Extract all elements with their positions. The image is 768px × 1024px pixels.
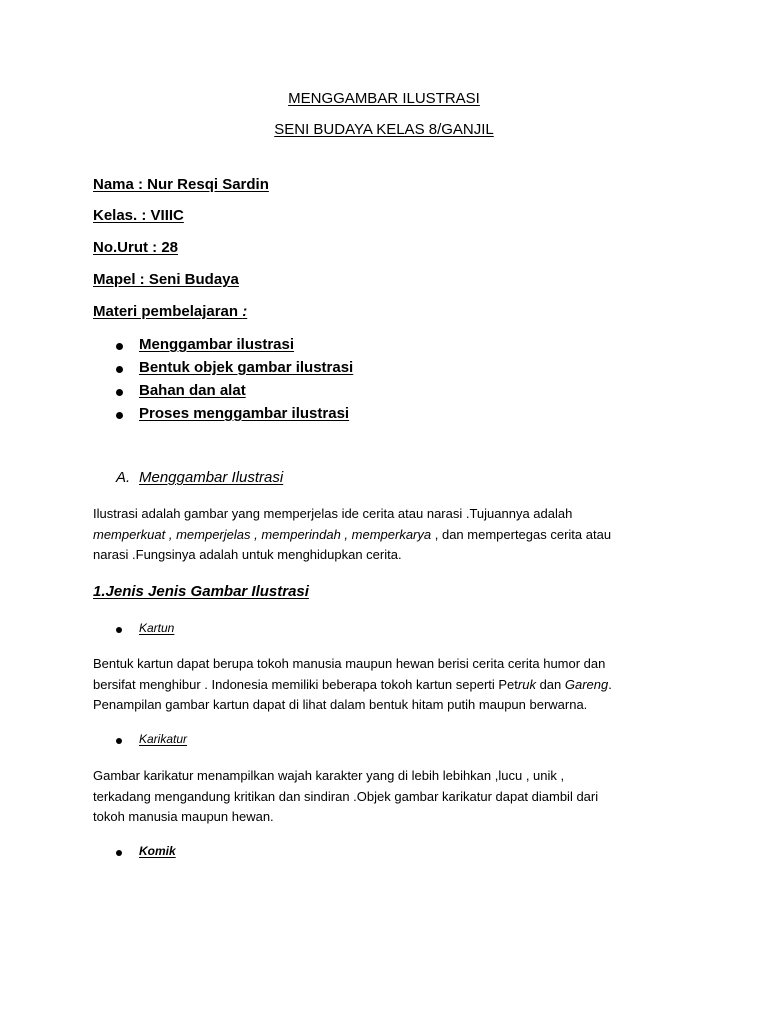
emphasis-text: Gareng (564, 676, 609, 692)
bullet-icon (116, 412, 123, 419)
paragraph-line: Ilustrasi adalah gambar yang memperjelas ide cerita atau narasi .Tujuannya adalah (93, 506, 573, 521)
field-mapel: Mapel : Seni Budaya (93, 271, 239, 288)
paragraph-line: terkadang mengandung kritikan dan sindiran .Objek gambar karikatur dapat diambil dari (93, 788, 599, 804)
bullet-icon (116, 389, 123, 396)
plain-text: . (608, 676, 612, 692)
karikatur-paragraph (93, 766, 673, 828)
field-no-urut: No.Urut : 28 (93, 239, 179, 256)
field-materi (93, 303, 247, 320)
materi-item: Proses menggambar ilustrasi (139, 405, 350, 422)
materi-colon: : (242, 303, 248, 320)
paragraph-line (93, 675, 673, 696)
section-a-title: Menggambar Ilustrasi (139, 469, 284, 486)
paragraph-line: narasi .Fungsinya adalah untuk menghidupkan cerita. (93, 547, 402, 562)
document-title: MENGGAMBAR ILUSTRASI (288, 90, 480, 107)
field-nama: Nama : Nur Resqi Sardin (93, 176, 269, 193)
document-subtitle: SENI BUDAYA KELAS 8/GANJIL (274, 121, 494, 138)
paragraph-line: Gambar karikatur menampilkan wajah karakter yang di lebih lebihkan ,lucu , unik , (93, 768, 565, 783)
section-1-title: 1.Jenis Jenis Gambar Ilustrasi (93, 583, 309, 600)
subheading-karikatur: Karikatur (139, 732, 188, 746)
paragraph-line: Bentuk kartun dapat berupa tokoh manusia maupun hewan berisi cerita cerita humor dan (93, 656, 606, 671)
plain-text: bersifat menghibur . Indonesia memiliki beberapa tokoh kartun seperti Pet (93, 676, 518, 692)
bullet-icon (116, 738, 122, 744)
paragraph-line: tokoh manusia maupun hewan. (93, 809, 274, 824)
subheading-kartun: Kartun (139, 621, 175, 635)
bullet-icon (116, 627, 122, 633)
paragraph-line (93, 525, 673, 546)
section-a-marker: A. (116, 469, 131, 486)
subheading-komik: Komik (139, 844, 176, 858)
plain-text: dan (535, 676, 565, 692)
materi-item: Bentuk objek gambar ilustrasi (139, 359, 354, 376)
kartun-paragraph (93, 654, 673, 716)
bullet-icon (116, 343, 123, 350)
materi-label: Materi pembelajaran (93, 303, 239, 320)
bullet-icon (116, 850, 122, 856)
emphasis-text: memperkuat , memperjelas , memperindah , memperkarya (93, 526, 432, 542)
emphasis-text: ruk (517, 676, 536, 692)
materi-item: Bahan dan alat (139, 382, 246, 399)
section-a-paragraph (93, 504, 673, 566)
bullet-icon (116, 366, 123, 373)
materi-item: Menggambar ilustrasi (139, 336, 295, 353)
paragraph-line: Penampilan gambar kartun dapat di lihat dalam bentuk hitam putih maupun berwarna. (93, 697, 588, 712)
field-kelas: Kelas. : VIIIC (93, 207, 184, 224)
plain-text: , dan mempertegas cerita atau (431, 526, 612, 542)
